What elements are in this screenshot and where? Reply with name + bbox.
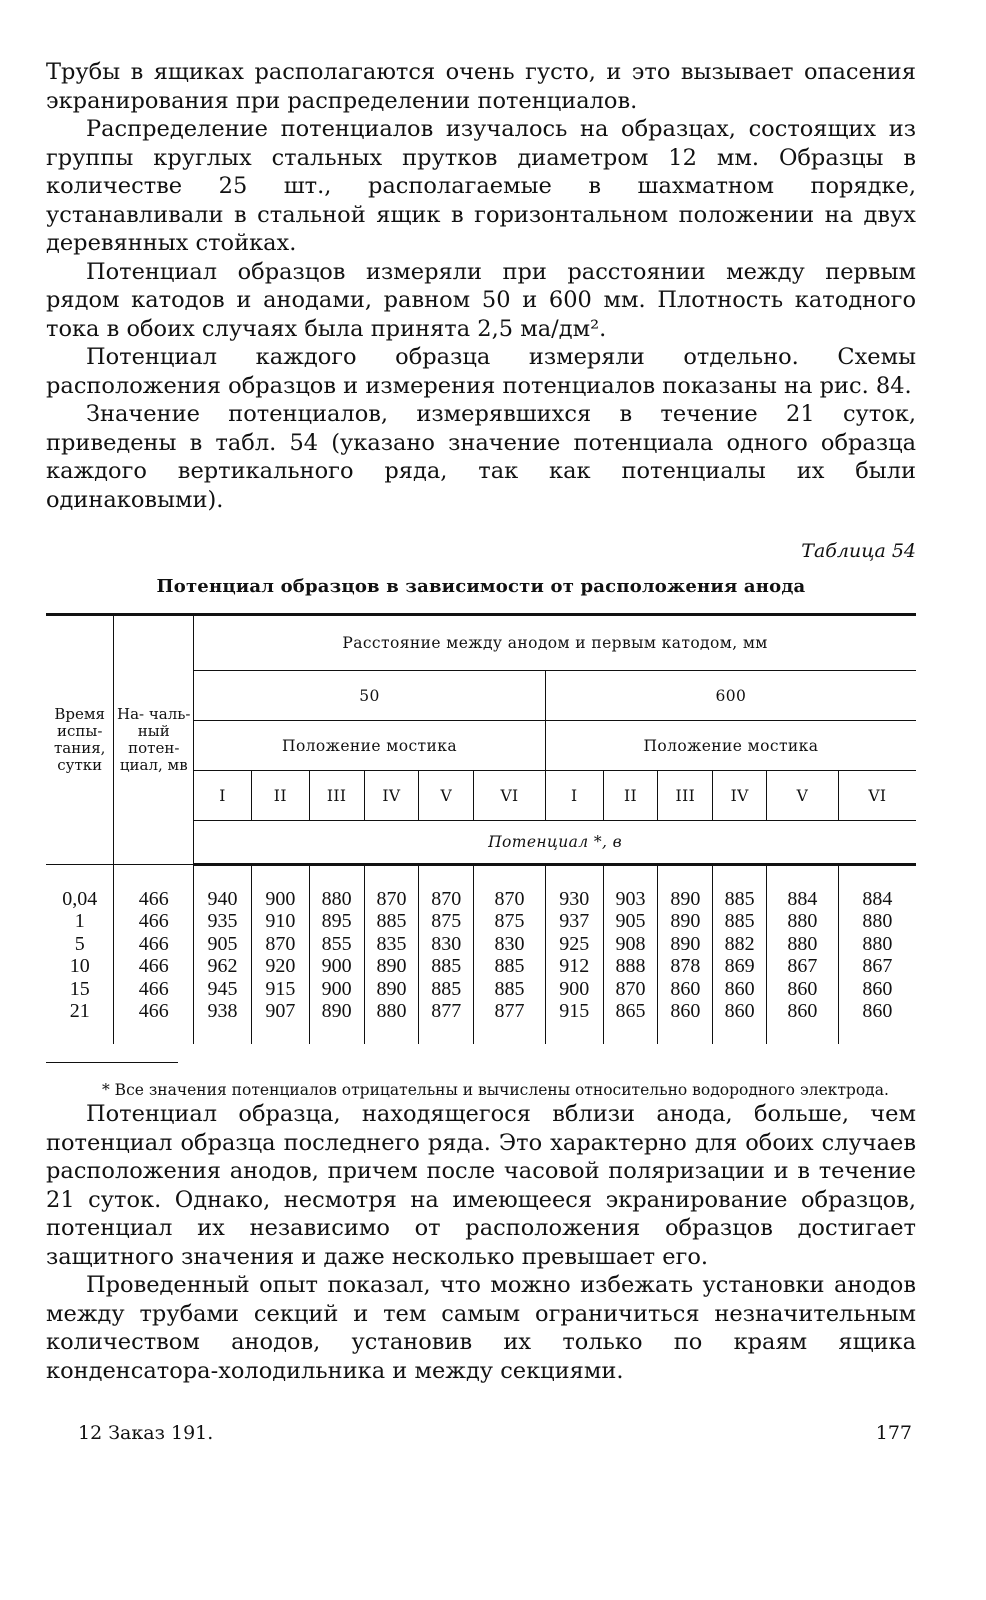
header-pos-600-4: IV [713, 771, 767, 821]
cell-value: 890 [364, 955, 419, 977]
table-row [46, 910, 916, 932]
header-group-600: 600 [545, 671, 916, 721]
header-pos-50-4: IV [364, 771, 419, 821]
cell-value: 912 [545, 955, 603, 977]
cell-value: 860 [838, 978, 916, 1000]
table-row [46, 865, 916, 911]
cell-value: 875 [419, 910, 474, 932]
cell-initial: 466 [114, 865, 194, 911]
cell-value: 890 [309, 1000, 364, 1044]
potential-table [46, 613, 916, 1044]
paragraph-5: Значение потенциалов, измерявшихся в течение 21 суток, приведены в табл. 54 (указано значение потенциала одного образца каждого вертикального ряда, так как потенциалы их были одинаковыми). [46, 401, 916, 513]
header-position-600: Положение мостика [545, 721, 916, 771]
cell-time: 10 [69, 955, 90, 978]
header-pos-600-5: V [767, 771, 839, 821]
cell-value: 885 [419, 978, 474, 1000]
header-potential-unit: Потенциал *, в [194, 821, 916, 865]
cell-value: 920 [251, 955, 309, 977]
paragraph-1: Трубы в ящиках располагаются очень густо, и это вызывает опасения экранирования при распределении потенциалов. [46, 59, 916, 114]
cell-time: 5 [74, 932, 85, 955]
cell-value: 867 [838, 955, 916, 977]
cell-value: 900 [251, 865, 309, 911]
cell-initial: 466 [114, 933, 194, 955]
cell-initial: 466 [114, 1000, 194, 1044]
cell-value: 860 [713, 1000, 767, 1044]
cell-time: 0,04 [62, 887, 98, 910]
header-initial-potential: На- чаль- ный потен- циал, мв [114, 615, 194, 865]
table-footnote: * Все значения потенциалов отрицательны и вычислены относительно водородного электрода. [102, 1081, 889, 1100]
cell-initial: 466 [114, 978, 194, 1000]
table-row [46, 933, 916, 955]
cell-value: 945 [194, 978, 252, 1000]
cell-value: 830 [474, 933, 546, 955]
header-pos-600-2: II [603, 771, 658, 821]
cell-value: 885 [713, 865, 767, 911]
cell-value: 880 [309, 865, 364, 911]
table-row [46, 978, 916, 1000]
paragraph-2: Распределение потенциалов изучалось на образцах, состоящих из группы круглых стальных прутков диаметром 12 мм. Образцы в количестве 25 шт., располагаемые в шахматном порядке, устанавливали в стальной ящик в горизонтальном положении на двух деревянных стойках. [46, 116, 916, 256]
cell-value: 885 [419, 955, 474, 977]
cell-value: 925 [545, 933, 603, 955]
cell-value: 937 [545, 910, 603, 932]
cell-value: 907 [251, 1000, 309, 1044]
page-number: 177 [875, 1422, 912, 1444]
cell-value: 930 [545, 865, 603, 911]
cell-value: 877 [419, 1000, 474, 1044]
cell-time: 21 [69, 1000, 90, 1023]
cell-value: 895 [309, 910, 364, 932]
printer-signature: 12 Заказ 191. [78, 1422, 214, 1444]
paragraph-7: Проведенный опыт показал, что можно избежать установки анодов между трубами секций и тем самым ограничиться незначительным количеством анодов, установив их только по краям ящика конденсатора-холодильника и между секциями. [46, 1272, 916, 1384]
cell-value: 882 [713, 933, 767, 955]
cell-value: 867 [767, 955, 839, 977]
cell-value: 935 [194, 910, 252, 932]
header-pos-50-6: VI [474, 771, 546, 821]
cell-value: 908 [603, 933, 658, 955]
cell-initial: 466 [114, 910, 194, 932]
header-distance: Расстояние между анодом и первым катодом, мм [194, 615, 916, 671]
header-position-50: Положение мостика [194, 721, 546, 771]
cell-value: 885 [713, 910, 767, 932]
cell-value: 900 [309, 955, 364, 977]
document-page [46, 58, 916, 1385]
cell-value: 885 [474, 978, 546, 1000]
table-row [46, 955, 916, 977]
cell-value: 860 [767, 1000, 839, 1044]
paragraph-4: Потенциал каждого образца измеряли отдельно. Схемы расположения образцов и измерения потенциалов показаны на рис. 84. [46, 344, 916, 399]
header-pos-50-3: III [309, 771, 364, 821]
cell-value: 890 [658, 910, 713, 932]
cell-value: 905 [603, 910, 658, 932]
header-pos-600-6: VI [838, 771, 916, 821]
table-label: Таблица 54 [801, 540, 916, 562]
cell-value: 903 [603, 865, 658, 911]
cell-value: 885 [364, 910, 419, 932]
cell-value: 855 [309, 933, 364, 955]
cell-value: 880 [838, 910, 916, 932]
cell-value: 910 [251, 910, 309, 932]
cell-value: 888 [603, 955, 658, 977]
cell-value: 915 [545, 1000, 603, 1044]
table-title: Потенциал образцов в зависимости от расположения анода [156, 576, 806, 597]
cell-value: 860 [713, 978, 767, 1000]
cell-value: 880 [364, 1000, 419, 1044]
paragraph-3: Потенциал образцов измеряли при расстоянии между первым рядом катодов и анодами, равном 50 и 600 мм. Плотность катодного тока в обоих случаях была принята 2,5 ма/дм². [46, 258, 916, 342]
header-pos-50-5: V [419, 771, 474, 821]
cell-value: 835 [364, 933, 419, 955]
cell-value: 870 [603, 978, 658, 1000]
cell-value: 962 [194, 955, 252, 977]
cell-value: 884 [767, 865, 839, 911]
cell-value: 860 [658, 978, 713, 1000]
cell-value: 878 [658, 955, 713, 977]
cell-value: 877 [474, 1000, 546, 1044]
cell-value: 860 [767, 978, 839, 1000]
header-group-50: 50 [194, 671, 546, 721]
cell-value: 890 [364, 978, 419, 1000]
cell-value: 884 [838, 865, 916, 911]
cell-value: 890 [658, 865, 713, 911]
header-pos-50-2: II [251, 771, 309, 821]
cell-value: 870 [474, 865, 546, 911]
cell-value: 869 [713, 955, 767, 977]
cell-value: 900 [309, 978, 364, 1000]
header-pos-600-3: III [658, 771, 713, 821]
cell-value: 940 [194, 865, 252, 911]
cell-value: 938 [194, 1000, 252, 1044]
cell-value: 870 [419, 865, 474, 911]
header-pos-600-1: I [545, 771, 603, 821]
cell-value: 870 [251, 933, 309, 955]
cell-value: 915 [251, 978, 309, 1000]
cell-time: 15 [69, 977, 90, 1000]
cell-value: 880 [838, 933, 916, 955]
cell-value: 905 [194, 933, 252, 955]
header-time: Время испы- тания, сутки [46, 615, 114, 865]
cell-value: 860 [658, 1000, 713, 1044]
paragraph-6: Потенциал образца, находящегося вблизи анода, больше, чем потенциал образца последнего ряда. Это характерно для обоих случаев расположения анодов, причем после часовой поляризации и в течение 21 суток. Однако, несмотря на имеющееся экранирование образцов, потенциал их независимо от расположения образцов достигает защитного значения и даже несколько превышает его. [46, 1101, 916, 1270]
cell-value: 860 [838, 1000, 916, 1044]
footnote-rule [46, 1062, 178, 1063]
cell-value: 890 [658, 933, 713, 955]
cell-value: 875 [474, 910, 546, 932]
cell-value: 870 [364, 865, 419, 911]
cell-initial: 466 [114, 955, 194, 977]
cell-value: 865 [603, 1000, 658, 1044]
cell-time: 1 [74, 910, 85, 933]
cell-value: 885 [474, 955, 546, 977]
table-row [46, 1000, 916, 1044]
header-pos-50-1: I [194, 771, 252, 821]
cell-value: 830 [419, 933, 474, 955]
cell-value: 900 [545, 978, 603, 1000]
cell-value: 880 [767, 933, 839, 955]
cell-value: 880 [767, 910, 839, 932]
